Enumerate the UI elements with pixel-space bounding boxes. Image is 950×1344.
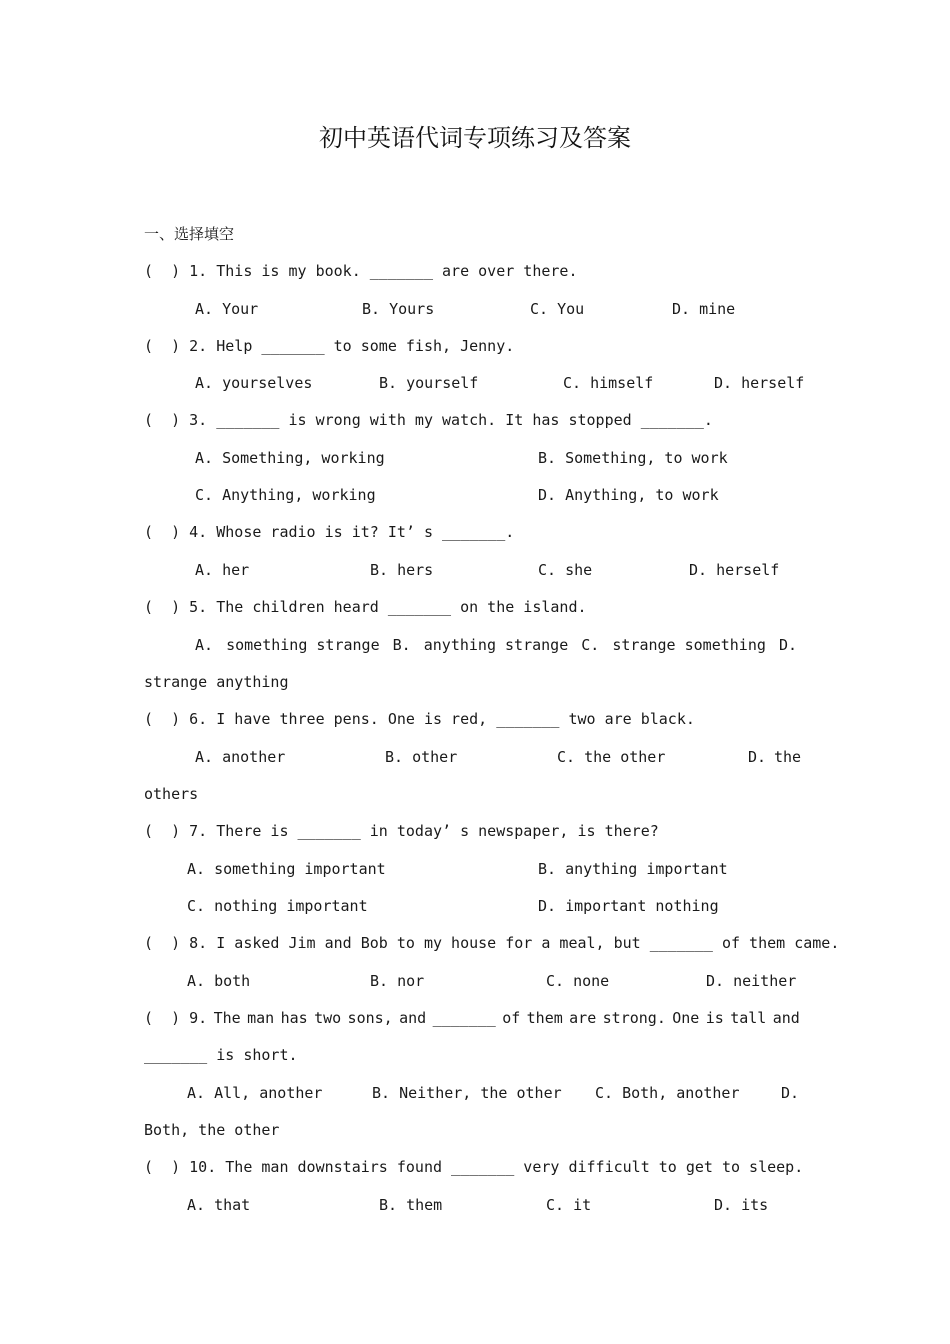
question-1: ( ) 1. This is my book. _______ are over there.	[144, 262, 578, 280]
q1-option-c: C. You	[530, 300, 585, 318]
q9-word: ( ) 9.	[144, 1009, 208, 1027]
question-7: ( ) 7. There is _______ in today’ s newspaper, is there?	[144, 822, 659, 840]
q9-word: of	[502, 1009, 521, 1027]
q10-option-c: C. it	[546, 1196, 592, 1214]
q5-option-a-letter: A.	[195, 636, 214, 654]
q8-option-d: D. neither	[706, 972, 797, 990]
q5-option-c-letter: C.	[581, 636, 600, 654]
section-heading: 一、选择填空	[144, 225, 235, 243]
q6-option-b: B. other	[385, 748, 458, 766]
q4-option-d: D. herself	[689, 561, 780, 579]
q7-option-d: D. important nothing	[538, 897, 719, 915]
q9-option-d-letter: D.	[781, 1084, 800, 1102]
q6-option-d-word: the	[774, 748, 802, 766]
q1-option-b: B. Yours	[362, 300, 435, 318]
q9-word: The	[213, 1009, 241, 1027]
q2-option-c: C. himself	[563, 374, 654, 392]
q7-option-a: A. something important	[187, 860, 386, 878]
question-8: ( ) 8. I asked Jim and Bob to my house for a meal, but _______ of them came.	[144, 934, 840, 952]
q9-word: and	[772, 1009, 800, 1027]
q8-option-c: C. none	[546, 972, 610, 990]
q4-option-c: C. she	[538, 561, 593, 579]
q9-word: are	[569, 1009, 597, 1027]
q9-option-d: Both, the other	[144, 1121, 280, 1139]
q9-word: them	[526, 1009, 563, 1027]
q3-option-d: D. Anything, to work	[538, 486, 719, 504]
q8-option-a: A. both	[187, 972, 251, 990]
q9-word: man	[247, 1009, 275, 1027]
q6-option-d-letter: D.	[748, 748, 767, 766]
q9-option-c: C. Both, another	[595, 1084, 740, 1102]
q9-word: tall	[730, 1009, 767, 1027]
q9-word: two	[314, 1009, 342, 1027]
q9-word: sons,	[347, 1009, 393, 1027]
question-6: ( ) 6. I have three pens. One is red, _______ two are black.	[144, 710, 695, 728]
q9-word: One	[672, 1009, 700, 1027]
question-4: ( ) 4. Whose radio is it? It’ s _______.	[144, 523, 515, 541]
q1-option-d: D. mine	[672, 300, 736, 318]
q6-option-d: others	[144, 785, 199, 803]
q5-option-c: strange something	[612, 636, 766, 654]
q4-option-b: B. hers	[370, 561, 434, 579]
q10-option-d: D. its	[714, 1196, 769, 1214]
question-2: ( ) 2. Help _______ to some fish, Jenny.	[144, 337, 515, 355]
question-3: ( ) 3. _______ is wrong with my watch. It has stopped _______.	[144, 411, 713, 429]
q2-option-d: D. herself	[714, 374, 805, 392]
q9-option-b: B. Neither, the other	[372, 1084, 562, 1102]
q9-word: strong.	[602, 1009, 666, 1027]
q9-option-a: A. All, another	[187, 1084, 323, 1102]
q9-word: _______	[432, 1009, 496, 1027]
question-9	[144, 1008, 800, 1028]
q5-option-b: anything strange	[423, 636, 569, 654]
q3-option-b: B. Something, to work	[538, 449, 728, 467]
question-10: ( ) 10. The man downstairs found _______ very difficult to get to sleep.	[144, 1158, 804, 1176]
q6-option-c: C. the other	[557, 748, 666, 766]
q2-option-b: B. yourself	[379, 374, 479, 392]
q4-option-a: A. her	[195, 561, 250, 579]
q2-option-a: A. yourselves	[195, 374, 313, 392]
q9-word: is	[705, 1009, 724, 1027]
q3-option-c: C. Anything, working	[195, 486, 376, 504]
q9-word: has	[280, 1009, 308, 1027]
q5-option-b-letter: B.	[392, 636, 411, 654]
question-5: ( ) 5. The children heard _______ on the island.	[144, 598, 587, 616]
q10-option-b: B. them	[379, 1196, 443, 1214]
q7-option-c: C. nothing important	[187, 897, 368, 915]
page-title: 初中英语代词专项练习及答案	[319, 124, 631, 152]
q5-options-row	[195, 635, 797, 655]
q8-option-b: B. nor	[370, 972, 425, 990]
q9-word: and	[399, 1009, 427, 1027]
q10-option-a: A. that	[187, 1196, 251, 1214]
q5-option-d: strange anything	[144, 673, 289, 691]
q6-option-a: A. another	[195, 748, 286, 766]
q1-option-a: A. Your	[195, 300, 259, 318]
question-9-continued: _______ is short.	[144, 1046, 298, 1064]
q7-option-b: B. anything important	[538, 860, 728, 878]
q5-option-d-letter: D.	[778, 636, 797, 654]
q5-option-a: something strange	[226, 636, 380, 654]
q3-option-a: A. Something, working	[195, 449, 385, 467]
